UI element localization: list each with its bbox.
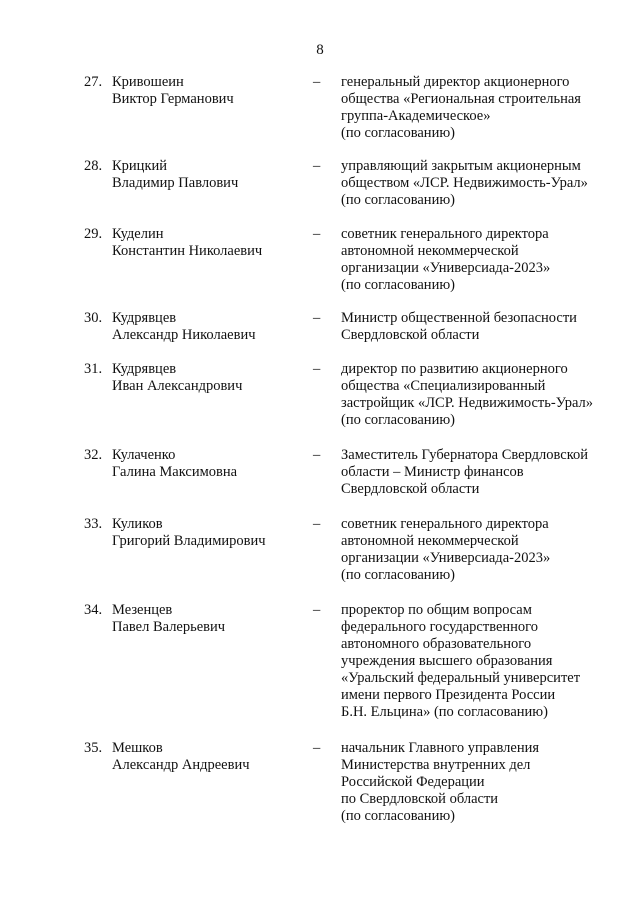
entry-number: 32. (84, 447, 103, 463)
separator-dash: – (313, 516, 321, 532)
position-description: генеральный директор акционерного общества «Региональная строительная группа-Академическое» (по согласованию) (341, 74, 581, 141)
person-name: Кулаченко Галина Максимовна (112, 447, 238, 480)
separator-dash: – (313, 447, 321, 463)
position-description: Заместитель Губернатора Свердловской области – Министр финансов Свердловской области (341, 447, 589, 497)
position-description: начальник Главного управления Министерства внутренних дел Российской Федерации по Свердловской области (по согласованию) (341, 740, 540, 824)
position-description: проректор по общим вопросам федерального государственного автономного образовательного учреждения высшего образования «Уральский федеральный университет имени первого Президента России Б.Н. Ельцина» (по согласованию) (341, 602, 581, 720)
separator-dash: – (313, 74, 321, 90)
separator-dash: – (313, 740, 321, 756)
entry-number: 35. (84, 740, 103, 756)
entry-number: 31. (84, 361, 103, 377)
position-description: управляющий закрытым акционерным обществом «ЛСР. Недвижимость-Урал» (по согласованию) (341, 158, 588, 208)
person-name: Мешков Александр Андреевич (112, 740, 250, 773)
position-description: Министр общественной безопасности Свердловской области (341, 310, 577, 343)
entry-number: 28. (84, 158, 103, 174)
person-name: Крицкий Владимир Павлович (112, 158, 239, 191)
separator-dash: – (313, 158, 321, 174)
entry-number: 34. (84, 602, 103, 618)
entry-number: 30. (84, 310, 103, 326)
separator-dash: – (313, 361, 321, 377)
person-name: Куликов Григорий Владимирович (112, 516, 266, 549)
entry-number: 27. (84, 74, 103, 90)
person-name: Кудрявцев Иван Александрович (112, 361, 243, 394)
person-name: Кудрявцев Александр Николаевич (112, 310, 256, 343)
position-description: советник генерального директора автономной некоммерческой организации «Универсиада-2023» (по согласованию) (341, 226, 551, 293)
entry-number: 29. (84, 226, 103, 242)
separator-dash: – (313, 310, 321, 326)
separator-dash: – (313, 602, 321, 618)
page-number: 8 (316, 42, 324, 58)
person-name: Кривошеин Виктор Германович (112, 74, 234, 107)
position-description: советник генерального директора автономной некоммерческой организации «Универсиада-2023» (по согласованию) (341, 516, 551, 583)
entry-number: 33. (84, 516, 103, 532)
person-name: Мезенцев Павел Валерьевич (112, 602, 226, 635)
person-name: Куделин Константин Николаевич (112, 226, 263, 259)
separator-dash: – (313, 226, 321, 242)
position-description: директор по развитию акционерного общества «Специализированный застройщик «ЛСР. Недвижимость-Урал» (по согласованию) (341, 361, 593, 428)
